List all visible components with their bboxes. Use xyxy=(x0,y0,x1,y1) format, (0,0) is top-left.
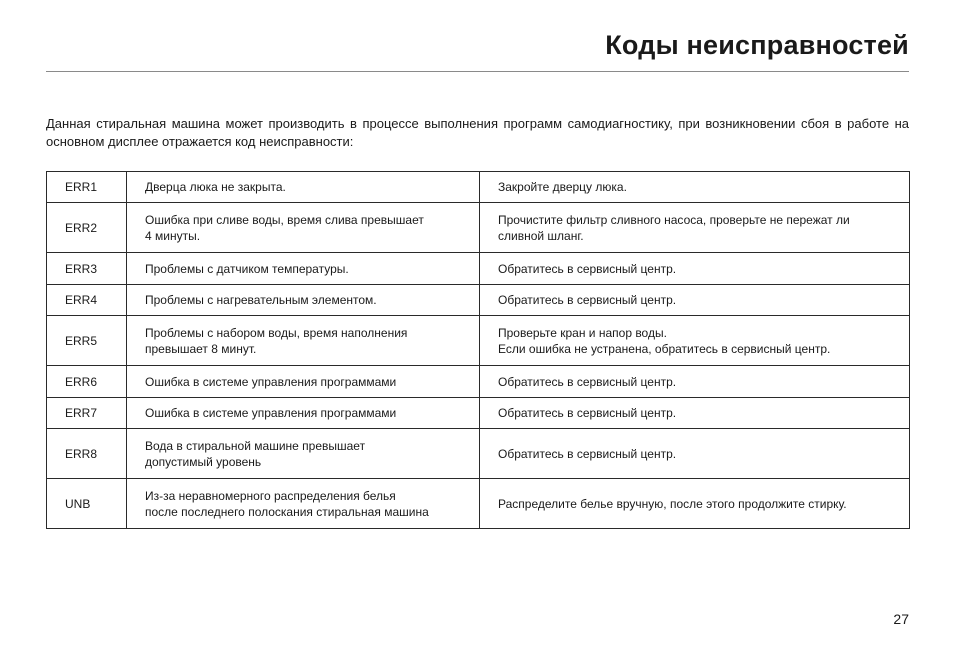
recommended-action: Обратитесь в сервисный центр. xyxy=(480,285,910,316)
title-divider xyxy=(46,71,909,72)
recommended-action: Обратитесь в сервисный центр. xyxy=(480,398,910,429)
error-code: ERR4 xyxy=(47,285,127,316)
error-code: ERR6 xyxy=(47,366,127,398)
problem-description: Ошибка в системе управления программами xyxy=(127,398,480,429)
page-title: Коды неисправностей xyxy=(605,30,909,60)
recommended-action: Обратитесь в сервисный центр. xyxy=(480,253,910,285)
error-code: ERR8 xyxy=(47,429,127,479)
recommended-action: Закройте дверцу люка. xyxy=(480,172,910,203)
recommended-action: Прочистите фильтр сливного насоса, проверьте не пережат ли сливной шланг. xyxy=(480,203,910,253)
error-code: UNB xyxy=(47,479,127,529)
problem-description: Проблемы с датчиком температуры. xyxy=(127,253,480,285)
table-row xyxy=(47,316,910,366)
problem-description: Из-за неравномерного распределения белья после последнего полоскания стиральная машина xyxy=(127,479,480,529)
recommended-action: Проверьте кран и напор воды. Если ошибка не устранена, обратитесь в сервисный центр. xyxy=(480,316,910,366)
problem-description: Ошибка в системе управления программами xyxy=(127,366,480,398)
table-row xyxy=(47,203,910,253)
table-row xyxy=(47,172,910,203)
problem-description: Ошибка при сливе воды, время слива превышает 4 минуты. xyxy=(127,203,480,253)
problem-description: Вода в стиральной машине превышает допустимый уровень xyxy=(127,429,480,479)
recommended-action: Обратитесь в сервисный центр. xyxy=(480,366,910,398)
error-code: ERR3 xyxy=(47,253,127,285)
table-row xyxy=(47,253,910,285)
recommended-action: Распределите белье вручную, после этого продолжите стирку. xyxy=(480,479,910,529)
problem-description: Проблемы с нагревательным элементом. xyxy=(127,285,480,316)
error-code: ERR5 xyxy=(47,316,127,366)
intro-paragraph: Данная стиральная машина может производить в процессе выполнения программ самодиагностику, при возникновении сбоя в работе на основном дисплее отражается код неисправности: xyxy=(46,116,909,149)
table-row xyxy=(47,429,910,479)
error-code: ERR1 xyxy=(47,172,127,203)
table-row xyxy=(47,479,910,529)
error-code: ERR7 xyxy=(47,398,127,429)
page-number: 27 xyxy=(893,611,909,627)
recommended-action: Обратитесь в сервисный центр. xyxy=(480,429,910,479)
problem-description: Дверца люка не закрыта. xyxy=(127,172,480,203)
problem-description: Проблемы с набором воды, время наполнения превышает 8 минут. xyxy=(127,316,480,366)
table-row xyxy=(47,285,910,316)
table-row xyxy=(47,366,910,398)
error-codes-table xyxy=(46,171,910,529)
error-code: ERR2 xyxy=(47,203,127,253)
table-row xyxy=(47,398,910,429)
